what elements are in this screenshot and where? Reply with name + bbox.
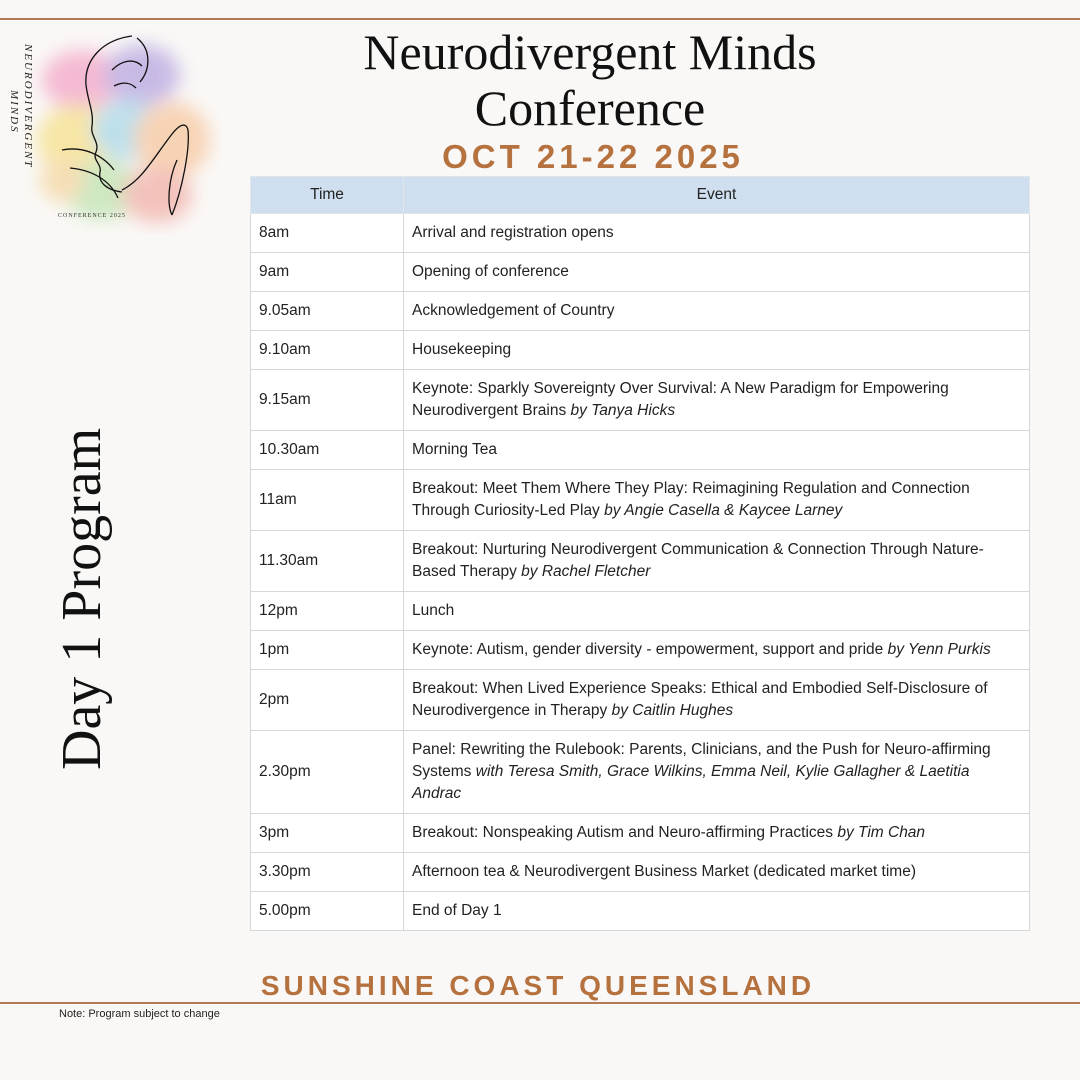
row-event xyxy=(404,631,1030,670)
row-time: 2pm xyxy=(251,670,404,731)
row-event xyxy=(404,214,1030,253)
table-row xyxy=(251,214,1030,253)
event-title: Breakout: When Lived Experience Speaks: Ethical and Embodied Self-Disclosure of Neurodivergence in Therapy xyxy=(412,680,988,719)
table-row xyxy=(251,292,1030,331)
row-time: 10.30am xyxy=(251,431,404,470)
event-presenter: by Rachel Fletcher xyxy=(521,563,651,580)
event-title: Breakout: Meet Them Where They Play: Reimagining Regulation and Connection Through Curiosity-Led Play xyxy=(412,480,970,519)
event-title: Afternoon tea & Neurodivergent Business Market (dedicated market time) xyxy=(412,863,916,880)
day-label-text: Day 1 Program xyxy=(51,427,113,770)
row-time: 3pm xyxy=(251,814,404,853)
logo-vertical-text xyxy=(4,44,44,214)
table-row xyxy=(251,814,1030,853)
schedule-header-row xyxy=(251,177,1030,214)
day-label xyxy=(45,410,135,770)
event-title: Acknowledgement of Country xyxy=(412,302,615,319)
table-row xyxy=(251,731,1030,814)
location: SUNSHINE COAST QUEENSLAND xyxy=(260,970,816,1001)
event-presenter: by Caitlin Hughes xyxy=(611,702,734,719)
table-row xyxy=(251,631,1030,670)
row-event xyxy=(404,292,1030,331)
footnote: Note: Program subject to change xyxy=(59,1008,220,1020)
row-event xyxy=(404,253,1030,292)
table-row xyxy=(251,592,1030,631)
event-presenter: by Angie Casella & Kaycee Larney xyxy=(604,502,843,519)
row-event xyxy=(404,370,1030,431)
event-presenter: by Tim Chan xyxy=(837,824,926,841)
event-title: Morning Tea xyxy=(412,441,498,458)
watercolor-face-logo xyxy=(22,30,222,235)
table-row xyxy=(251,470,1030,531)
logo-small-text: CONFERENCE 2025 xyxy=(58,213,126,219)
event-title: End of Day 1 xyxy=(412,902,502,919)
event-title: Breakout: Nurturing Neurodivergent Communication & Connection Through Nature-Based Therapy xyxy=(412,541,984,580)
row-event xyxy=(404,331,1030,370)
event-title: Keynote: Autism, gender diversity - empowerment, support and pride xyxy=(412,641,884,658)
bottom-divider xyxy=(0,1002,1080,1004)
page-title xyxy=(250,24,930,136)
column-header-time: Time xyxy=(251,177,404,214)
row-time: 9am xyxy=(251,253,404,292)
event-title: Panel: Rewriting the Rulebook: Parents, Clinicians, and the Push for Neuro-affirming Systems xyxy=(412,741,991,780)
row-time: 2.30pm xyxy=(251,731,404,814)
row-time: 11am xyxy=(251,470,404,531)
row-event xyxy=(404,470,1030,531)
conference-dates: OCT 21-22 2025 xyxy=(442,138,744,175)
event-presenter: by Yenn Purkis xyxy=(887,641,991,658)
table-row xyxy=(251,531,1030,592)
event-title: Arrival and registration opens xyxy=(412,224,614,241)
table-row xyxy=(251,370,1030,431)
row-time: 9.05am xyxy=(251,292,404,331)
row-time: 9.10am xyxy=(251,331,404,370)
table-row xyxy=(251,331,1030,370)
row-time: 11.30am xyxy=(251,531,404,592)
row-time: 5.00pm xyxy=(251,892,404,931)
top-divider xyxy=(0,18,1080,20)
row-time: 12pm xyxy=(251,592,404,631)
event-title: Keynote: Sparkly Sovereignty Over Survival: A New Paradigm for Empowering Neurodivergent Brains xyxy=(412,380,949,419)
row-event xyxy=(404,431,1030,470)
row-time: 9.15am xyxy=(251,370,404,431)
row-event xyxy=(404,731,1030,814)
schedule-table xyxy=(250,176,1030,931)
event-presenter: by Tanya Hicks xyxy=(570,402,676,419)
row-event xyxy=(404,592,1030,631)
column-header-event: Event xyxy=(404,177,1030,214)
event-title: Lunch xyxy=(412,602,455,619)
row-event xyxy=(404,892,1030,931)
row-event xyxy=(404,853,1030,892)
title-line-1: Neurodivergent Minds xyxy=(363,24,817,80)
event-title: Breakout: Nonspeaking Autism and Neuro-affirming Practices xyxy=(412,824,834,841)
table-row xyxy=(251,670,1030,731)
table-row xyxy=(251,253,1030,292)
schedule-body xyxy=(251,214,1030,931)
row-time: 8am xyxy=(251,214,404,253)
row-event xyxy=(404,670,1030,731)
conference-logo xyxy=(22,30,222,235)
title-line-2: Conference xyxy=(474,80,706,136)
table-row xyxy=(251,853,1030,892)
row-event xyxy=(404,814,1030,853)
row-time: 3.30pm xyxy=(251,853,404,892)
table-row xyxy=(251,892,1030,931)
event-title: Housekeeping xyxy=(412,341,512,358)
event-presenter: with Teresa Smith, Grace Wilkins, Emma Neil, Kylie Gallagher & Laetitia Andrac xyxy=(412,763,970,802)
logo-line-1: NEURODIVERGENT xyxy=(22,44,34,169)
logo-line-2: MINDS xyxy=(8,90,20,134)
event-title: Opening of conference xyxy=(412,263,569,280)
row-event xyxy=(404,531,1030,592)
table-row xyxy=(251,431,1030,470)
row-time: 1pm xyxy=(251,631,404,670)
